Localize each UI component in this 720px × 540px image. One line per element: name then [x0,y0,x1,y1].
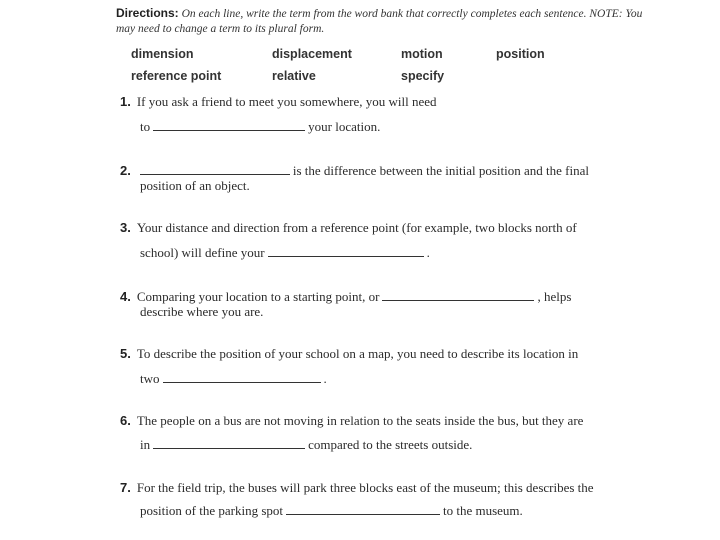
question-number: 5. [120,346,131,361]
question-number: 3. [120,220,131,235]
question-text: The people on a bus are not moving in relation to the seats inside the bus, but they are [136,413,584,428]
question-text: compared to the streets outside. [308,437,473,452]
question-text: describe where you are. [140,304,264,319]
question-text: position of the parking spot [140,503,283,518]
question-text: your location. [308,119,381,134]
answer-blank[interactable] [268,244,424,257]
question-number: 6. [120,413,131,428]
question-text: to [140,119,151,134]
question-number: 7. [120,480,131,495]
question-text: school) will define your [140,245,265,260]
word-bank-term: specify [401,69,445,83]
directions-text: On each line, write the term from the word bank that correctly completes each sentence. NOTE: You may need to change a term to its plural form. [116,8,643,35]
question-text: , helps [537,289,572,304]
word-bank-term: displacement [272,47,352,61]
word-bank-term: motion [401,47,443,61]
question-number: 4. [120,289,131,304]
answer-blank[interactable] [153,118,305,131]
question-text: in [140,437,151,452]
question-text: For the field trip, the buses will park three blocks east of the museum; this describes the [136,480,594,495]
question-text: . [323,371,327,386]
answer-blank[interactable] [140,162,290,175]
answer-blank[interactable] [286,502,440,515]
directions [116,6,656,37]
question-text: position of an object. [140,178,250,193]
answer-blank[interactable] [382,288,534,301]
word-bank-term: dimension [131,47,194,61]
directions-label: Directions: [116,6,179,20]
answer-blank[interactable] [163,370,321,383]
question-text: . [426,245,430,260]
question-text: Your distance and direction from a reference point (for example, two blocks north of [136,220,577,235]
answer-blank[interactable] [153,436,305,449]
question-text: If you ask a friend to meet you somewhere, you will need [136,94,437,109]
question-text: is the difference between the initial position and the final [292,163,589,178]
question-text: To describe the position of your school on a map, you need to describe its location in [136,346,579,361]
question-number: 1. [120,94,131,109]
question-text: two [140,371,160,386]
word-bank-term: reference point [131,69,222,83]
question-text: to the museum. [443,503,523,518]
question-text: Comparing your location to a starting point, or [136,289,380,304]
word-bank-term: position [496,47,545,61]
word-bank-term: relative [272,69,316,83]
question-number: 2. [120,163,131,178]
